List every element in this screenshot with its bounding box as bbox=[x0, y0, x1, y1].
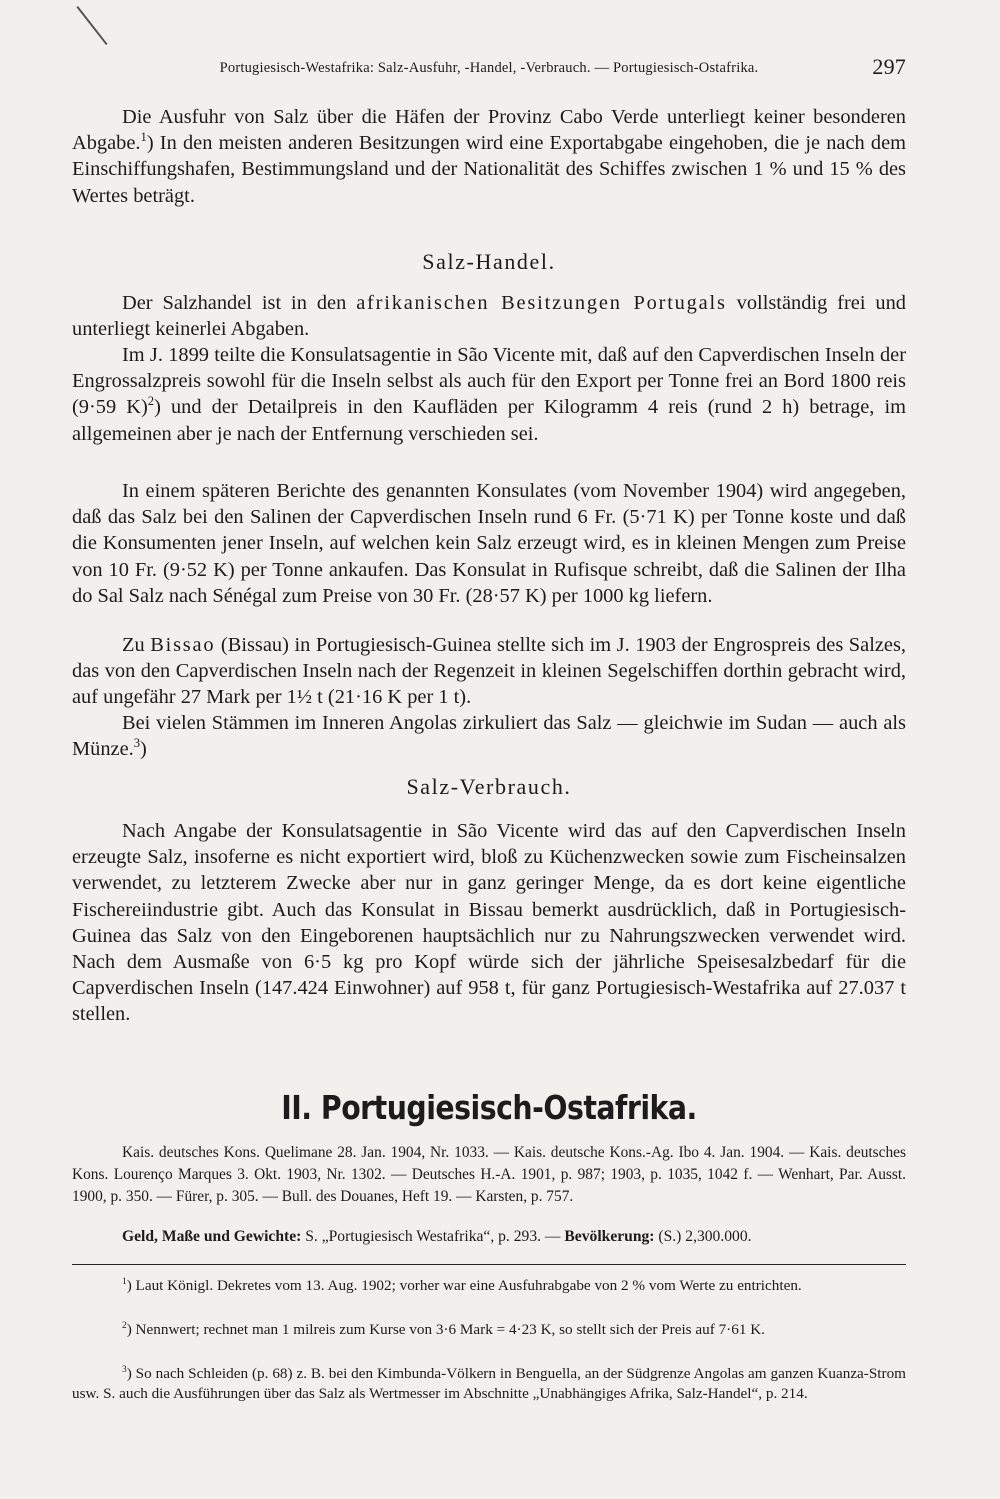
footnote-mark: 3 bbox=[122, 1364, 127, 1375]
footnote-ref: 3 bbox=[133, 736, 141, 751]
text-segment: Im J. 1899 teilte die Konsulatsagentie in São Vicente mit, daß auf den Capverdischen Inseln der Engrossalzpreis sowohl für die Inseln selbst als auch für den Export per Tonne frei an Bord 1800 reis (9·59 K) bbox=[72, 344, 906, 419]
text-segment: ) und der Detailpreis in den Kaufläden per Kilogramm 4 reis (rund 2 h) betrage, im allgemeinen aber je nach der Entfernung verschieden sei. bbox=[72, 396, 907, 445]
heading-salz-verbrauch: Salz-Verbrauch. bbox=[406, 774, 572, 799]
text-segment: Bei vielen Stämmen im Inneren Angolas zirkuliert das Salz — gleichwie im Sudan — auch als Münze. bbox=[72, 712, 906, 761]
footnote-1 bbox=[72, 1276, 906, 1296]
sources-paragraph: Kais. deutsches Kons. Quelimane 28. Jan. 1904, Nr. 1033. — Kais. deutsche Kons.-Ag. Ibo 4. Jan. 1904. — Kais. deutsches Kons. Lourenço Marques 3. Okt. 1903, Nr. 1302. — Deutsches H.-A. 1901, p. 987; 1903, p. 1035, 1042 f. — Wenhart, Par. Ausst. 1900, p. 350. — Fürer, p. 305. — Bull. des Douanes, Heft 19. — Karsten, p. 757. bbox=[72, 1144, 906, 1205]
spaced-text: afrikanischen Besitzungen Portugals bbox=[356, 292, 727, 314]
footnote-ref: 2 bbox=[147, 394, 155, 409]
footnote-text: ) Nennwert; rechnet man 1 milreis zum Kurse von 3·6 Mark = 4·23 K, so stellt sich der Preis auf 7·61 K. bbox=[126, 1321, 765, 1338]
text-segment: Der Salzhandel ist in den bbox=[122, 292, 357, 314]
footnote-text: ) So nach Schleiden (p. 68) z. B. bei den Kimbunda-Völkern in Benguella, an der Südgrenze Angolas am ganzen Kuanza-Strom usw. S. auch die Ausführungen über das Salz als Wertmesser im Abschnitte „Unabhängiges Afrika, Salz-Handel“, p. 214. bbox=[72, 1365, 906, 1402]
running-head bbox=[72, 54, 906, 86]
page-number: 297 bbox=[872, 54, 906, 79]
running-head-title: Portugiesisch-Westafrika: Salz-Ausfuhr, -Handel, -Verbrauch. — Portugiesisch-Ostafrika. bbox=[219, 60, 759, 76]
geld-bevoelkerung-line bbox=[72, 1226, 906, 1248]
text-segment: ) In den meisten anderen Besitzungen wird eine Exportabgabe eingehoben, die je nach dem Einschiffungshafen, Bestimmungsland und der Nationalität des Schiffes zwischen 1 % und 15 % des Wertes beträgt. bbox=[72, 132, 906, 207]
footnote-mark: 1 bbox=[122, 1276, 127, 1287]
text-segment: ) bbox=[140, 738, 147, 761]
bevoelkerung-label: Bevölkerung: bbox=[564, 1228, 655, 1245]
text-segment: vollständig frei und unterliegt keinerlei Abgaben. bbox=[72, 292, 906, 341]
text-segment: Die Ausfuhr von Salz über die Häfen der Provinz Cabo Verde unterliegt keiner besonderen Abgabe. bbox=[72, 106, 906, 155]
text-segment: (Bissau) in Portugiesisch-Guinea stellte sich im J. 1903 der Engrospreis des Salzes, das von den Capverdischen Inseln nach der Regenzeit in kleinen Segelschiffen dorthin gebracht wird, auf ungefähr 27 Mark per 1½ t (21·16 K per 1 t). bbox=[72, 634, 906, 709]
footnote-3 bbox=[72, 1364, 906, 1403]
bevoelkerung-text: (S.) 2,300.000. bbox=[654, 1228, 752, 1245]
heading-salz-handel: Salz-Handel. bbox=[422, 249, 556, 274]
paragraph-handel-5 bbox=[72, 710, 906, 762]
chapter-heading: II. Portugiesisch-Ostafrika. bbox=[281, 1088, 697, 1127]
paragraph-handel-2 bbox=[72, 342, 906, 447]
paragraph-ausfuhr bbox=[72, 104, 906, 209]
geld-text: S. „Portugiesisch Westafrika“, p. 293. — bbox=[301, 1228, 565, 1245]
footnote-mark: 2 bbox=[122, 1320, 127, 1331]
paragraph-handel-4 bbox=[72, 632, 906, 711]
footnote-ref: 1 bbox=[140, 130, 147, 145]
footnote-rule bbox=[72, 1264, 906, 1265]
geld-label: Geld, Maße und Gewichte: bbox=[122, 1228, 302, 1245]
spaced-text: Bissao bbox=[150, 634, 216, 656]
paragraph-verbrauch: Nach Angabe der Konsulatsagentie in São Vicente wird das auf den Capverdischen Inseln erzeugte Salz, insoferne es nicht exportiert wird, bloß zu Küchenzwecken sowie zum Fischeinsalzen verwendet, zu letzterem Zwecke aber nur in ganz geringer Menge, da es dort keine eigentliche Fischereiindustrie gibt. Auch das Konsulat in Bissau bemerkt ausdrücklich, daß in Portugiesisch-Guinea das Salz von den Eingeborenen hauptsächlich nur zu Nahrungszwecken verwendet wird. Nach dem Ausmaße von 6·5 kg pro Kopf würde sich der jährliche Speisesalzbedarf für die Capverdischen Inseln (147.424 Einwohner) auf 958 t, für ganz Portugiesisch-Westafrika auf 27.037 t stellen. bbox=[72, 820, 906, 1026]
paragraph-handel-3: In einem späteren Berichte des genannten Konsulates (vom November 1904) wird angegeben, daß das Salz bei den Salinen der Capverdischen Inseln rund 6 Fr. (5·71 K) per Tonne koste und daß die Konsumenten jener Inseln, auf welchen kein Salz erzeugt wird, es in kleinen Mengen zum Preise von 10 Fr. (9·52 K) per Tonne ankaufen. Das Konsulat in Rufisque schreibt, daß die Salinen der Ilha do Sal Salz nach Sénégal zum Preise von 30 Fr. (28·57 K) per 1000 kg liefern. bbox=[72, 480, 906, 607]
footnote-text: ) Laut Königl. Dekretes vom 13. Aug. 1902; vorher war eine Ausfuhrabgabe von 2 % vom Werte zu entrichten. bbox=[126, 1277, 802, 1294]
paragraph-handel-1 bbox=[72, 290, 906, 342]
document-page bbox=[72, 0, 906, 1499]
text-segment: Zu bbox=[122, 634, 151, 656]
footnote-2 bbox=[72, 1320, 906, 1340]
